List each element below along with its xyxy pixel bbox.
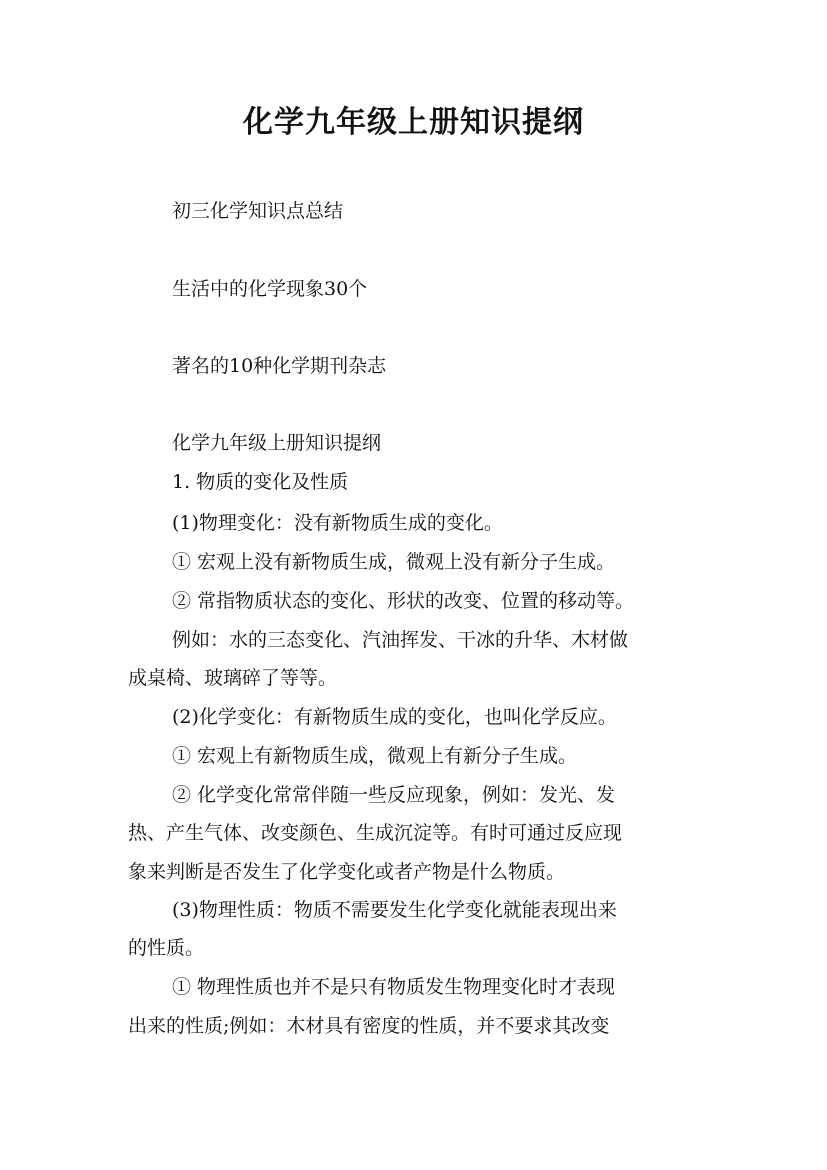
- related-link-summary[interactable]: 初三化学知识点总结: [172, 200, 344, 222]
- related-link-phenomena[interactable]: 生活中的化学现象30个: [172, 278, 368, 300]
- body-line: 例如：水的三态变化、汽油挥发、干冰的升华、木材做: [172, 629, 629, 651]
- document-title: 化学九年级上册知识提纲: [243, 105, 584, 140]
- section-heading: 化学九年级上册知识提纲: [172, 432, 382, 454]
- body-line: (1)物理变化：没有新物质生成的变化。: [172, 512, 503, 534]
- body-line: 象来判断是否发生了化学变化或者产物是什么物质。: [128, 861, 566, 883]
- body-line: 的性质。: [128, 937, 205, 959]
- body-line: ① 宏观上有新物质生成，微观上有新分子生成。: [172, 745, 578, 767]
- body-line: 热、产生气体、改变颜色、生成沉淀等。有时可通过反应现: [128, 822, 623, 844]
- body-line: ① 物理性质也并不是只有物质发生物理变化时才表现: [172, 976, 616, 998]
- body-line: (2)化学变化：有新物质生成的变化，也叫化学反应。: [172, 706, 617, 728]
- body-line: 出来的性质;例如：木材具有密度的性质，并不要求其改变: [128, 1015, 610, 1037]
- body-line: ② 常指物质状态的变化、形状的改变、位置的移动等。: [172, 590, 635, 612]
- body-line: ① 宏观上没有新物质生成，微观上没有新分子生成。: [172, 551, 616, 573]
- body-line: 1. 物质的变化及性质: [172, 471, 349, 493]
- body-line: (3)物理性质：物质不需要发生化学变化就能表现出来: [172, 899, 617, 921]
- body-line: ② 化学变化常常伴随一些反应现象，例如：发光、发: [172, 784, 616, 806]
- related-link-journals[interactable]: 著名的10种化学期刊杂志: [172, 355, 387, 377]
- body-line: 成桌椅、玻璃碎了等等。: [128, 667, 338, 689]
